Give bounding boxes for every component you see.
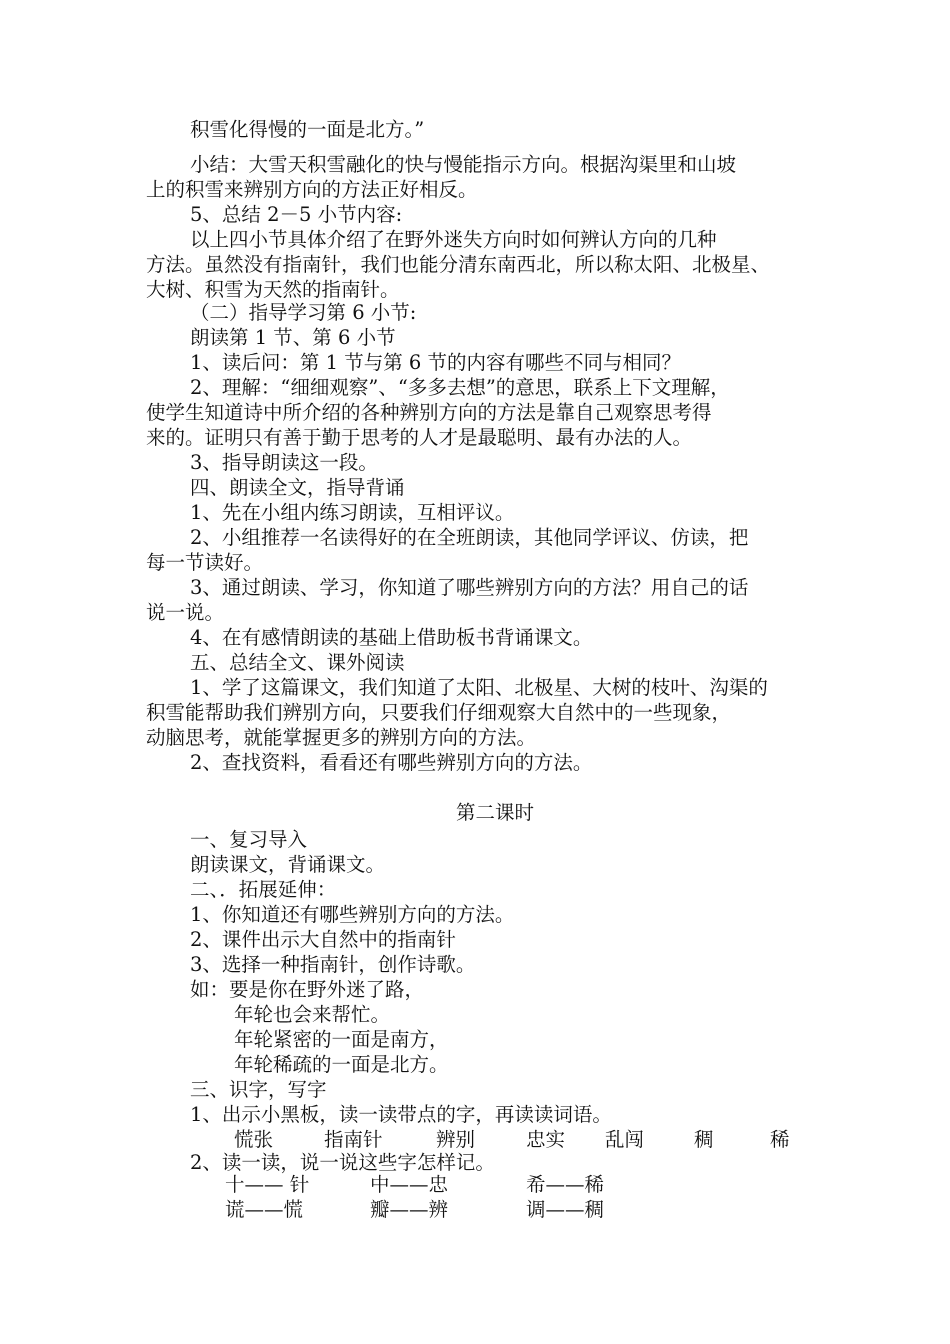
- char-pair: 调——稠: [526, 1198, 605, 1221]
- vocab-word: 指南针: [324, 1128, 383, 1151]
- char-pair: 瓣——辨: [370, 1198, 449, 1221]
- text-line: 四、朗读全文，指导背诵: [190, 476, 405, 499]
- vocab-word: 忠实: [526, 1128, 566, 1151]
- section-heading: 第二课时: [456, 801, 535, 824]
- poem-line: 年轮稀疏的一面是北方。: [234, 1053, 449, 1076]
- text-line: 5、总结 2－5 小节内容:: [190, 203, 403, 226]
- char-pair: 谎——慌: [225, 1198, 304, 1221]
- text-line: 如：要是你在野外迷了路，: [190, 978, 425, 1001]
- text-line: 1、出示小黑板，读一读带点的字，再读读词语。: [190, 1103, 612, 1126]
- text-line: 2、小组推荐一名读得好的在全班朗读，其他同学评议、仿读，把: [190, 526, 749, 549]
- text-line: 二、．拓展延伸：: [190, 878, 337, 901]
- char-pair: 中——忠: [370, 1173, 449, 1196]
- text-line: 3、选择一种指南针，创作诗歌。: [190, 953, 476, 976]
- vocab-word: 乱闯: [605, 1128, 645, 1151]
- text-line: 2、查找资料，看看还有哪些辨别方向的方法。: [190, 751, 593, 774]
- vocab-word: 稠: [694, 1128, 714, 1151]
- text-line: 方法。虽然没有指南针，我们也能分清东南西北，所以称太阳、北极星、: [146, 253, 771, 276]
- text-line: 4、在有感情朗读的基础上借助板书背诵课文。: [190, 626, 593, 649]
- text-line: 每一节读好。: [146, 551, 264, 574]
- text-line: 1、你知道还有哪些辨别方向的方法。: [190, 903, 515, 926]
- text-line: 1、先在小组内练习朗读，互相评议。: [190, 501, 515, 524]
- text-line: 以上四小节具体介绍了在野外迷失方向时如何辨认方向的几种: [190, 228, 717, 251]
- text-line: 小结：大雪天积雪融化的快与慢能指示方向。根据沟渠里和山坡: [190, 153, 737, 176]
- text-line: 1、学了这篇课文，我们知道了太阳、北极星、大树的枝叶、沟渠的: [190, 676, 768, 699]
- poem-line: 年轮也会来帮忙。: [234, 1003, 391, 1026]
- char-pair: 希——稀: [526, 1173, 605, 1196]
- text-line: 3、指导朗读这一段。: [190, 451, 378, 474]
- text-line: 动脑思考，就能掌握更多的辨别方向的方法。: [146, 726, 537, 749]
- poem-line: 年轮紧密的一面是南方，: [234, 1028, 449, 1051]
- text-line: （二）指导学习第 6 小节:: [190, 301, 417, 324]
- text-line: 2、理解：“细细观察”、“多多去想”的意思，联系上下文理解，: [190, 376, 730, 399]
- text-line: 2、读一读，说一说这些字怎样记。: [190, 1151, 495, 1174]
- text-line: 1、读后问：第 1 节与第 6 节的内容有哪些不同与相同？: [190, 351, 682, 374]
- text-line: 积雪能帮助我们辨别方向，只要我们仔细观察大自然中的一些现象，: [146, 701, 732, 724]
- text-line: 2、课件出示大自然中的指南针: [190, 928, 456, 951]
- text-line: 三、识字，写字: [190, 1078, 327, 1101]
- vocab-word: 慌张: [234, 1128, 274, 1151]
- text-line: 说一说。: [146, 601, 225, 624]
- text-line: 一、复习导入: [190, 828, 308, 851]
- text-line: 上的积雪来辨别方向的方法正好相反。: [146, 178, 478, 201]
- text-line: 3、通过朗读、学习，你知道了哪些辨别方向的方法？用自己的话: [190, 576, 749, 599]
- text-line: 五、总结全文、课外阅读: [190, 651, 405, 674]
- text-line: 朗读第 1 节、第 6 小节: [190, 326, 396, 349]
- vocab-word: 稀: [770, 1128, 790, 1151]
- text-line: 朗读课文，背诵课文。: [190, 853, 386, 876]
- text-line: 来的。证明只有善于勤于思考的人才是最聪明、最有办法的人。: [146, 426, 693, 449]
- vocab-word: 辨别: [436, 1128, 476, 1151]
- text-line: 使学生知道诗中所介绍的各种辨别方向的方法是靠自己观察思考得: [146, 401, 712, 424]
- char-pair: 十—— 针: [225, 1173, 310, 1196]
- text-line: 积雪化得慢的一面是北方。”: [190, 118, 425, 141]
- text-line: 大树、积雪为天然的指南针。: [146, 278, 400, 301]
